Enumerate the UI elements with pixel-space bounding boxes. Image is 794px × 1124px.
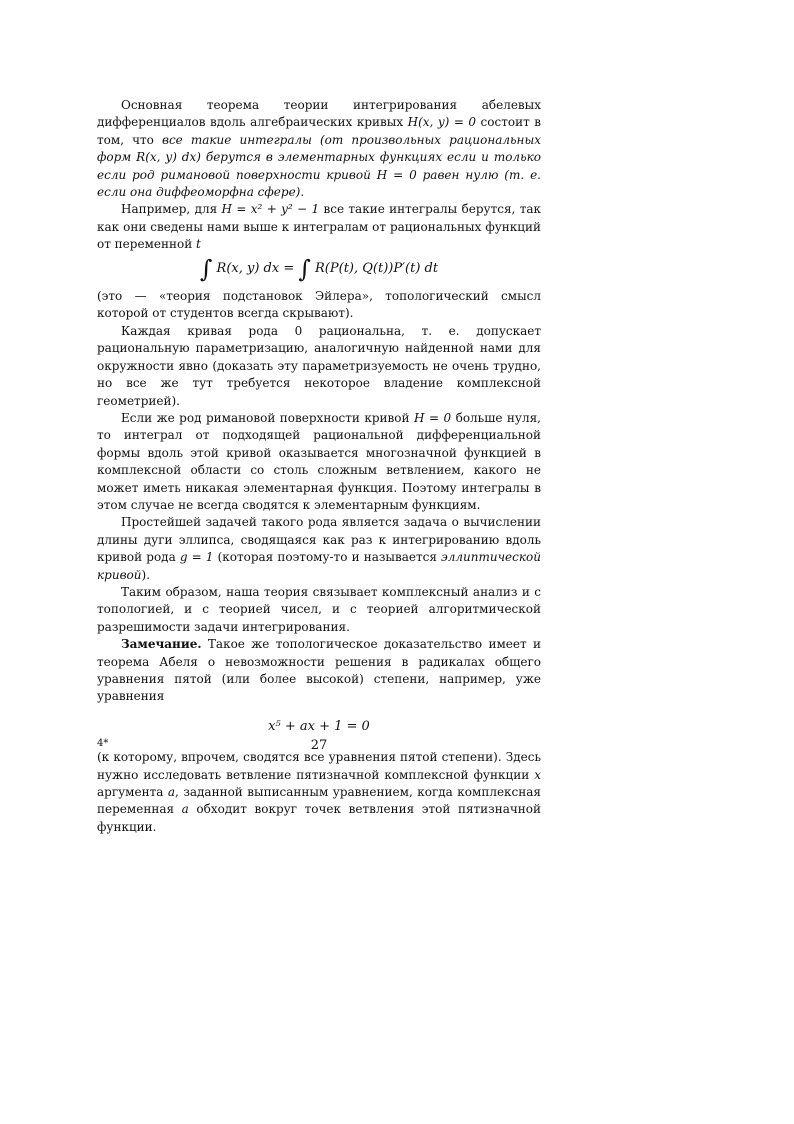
- math-inline: H(x, y) = 0: [407, 115, 477, 130]
- theorem-statement: все такие интегралы (от произвольных рациональных форм R(x, y) dx) берутся в элементарных функциях если и только если род римановой поверхности кривой H = 0 равен нулю (т. е. если она диффеоморфна сфере): [97, 132, 541, 200]
- text: больше нуля, то интеграл от подходящей рациональной дифференциальной формы вдоль этой кривой оказывается многозначной функцией в комплексной области со столь сложным ветвлением, какого не может иметь никакая элементарная функция. Поэтому интегралы в этом случае не всегда сводятся к элементарным функциям.: [97, 410, 541, 512]
- text: , заданной выписанным уравнением, когда комплексная переменная: [97, 785, 541, 817]
- math-inline: x: [534, 767, 541, 782]
- text: обходит вокруг точек ветвления этой пятизначной функции.: [97, 802, 541, 834]
- text: .: [300, 185, 305, 200]
- page-number: 27: [310, 738, 328, 753]
- text: (которая поэтому-то и называется: [213, 550, 442, 565]
- math-inline: H = x² + y² − 1: [221, 202, 320, 217]
- paragraph-example: [97, 201, 541, 253]
- text: Основная теорема теории интегрирования абелевых дифференциалов вдоль алгебраических кривых: [97, 98, 541, 130]
- remark-heading: Замечание.: [121, 637, 202, 652]
- text: все такие интегралы берутся, так как они сведены нами выше к интегралам от рациональных функций от переменной: [97, 202, 541, 252]
- text: (к которому, впрочем, сводятся все уравнения пятой степени). Здесь нужно исследовать ветвление пятизначной комплексной функции: [97, 750, 541, 782]
- math-inline: a: [167, 785, 176, 800]
- text: Если же род римановой поверхности кривой: [121, 410, 415, 425]
- signature-mark: 4*: [97, 738, 109, 749]
- text: Такое же топологическое доказательство имеет и теорема Абеля о невозможности решения в радикалах общего уравнения пятой (или более высокой) степени, например, уже уравнения: [97, 637, 541, 704]
- text: Например, для: [121, 202, 222, 217]
- formula-rhs: R(P(t), Q(t))P′(t) dt: [315, 260, 439, 276]
- paragraph-ellipse: [97, 514, 541, 584]
- paragraph-branching: [97, 749, 541, 836]
- paragraph-connections: Таким образом, наша теория связывает комплексный анализ и с топологией, и с теорией чисел, и с теорией алгоритмической разрешимости задачи интегрирования.: [97, 584, 541, 634]
- paragraph-genus-positive: [97, 410, 541, 514]
- math-inline: H = 0: [414, 410, 452, 425]
- paragraph-remark: [97, 636, 541, 706]
- text: Простейшей задачей такого рода является задача о вычислении длины дуги эллипса, сводящаяся как раз к интегрированию вдоль кривой рода: [97, 515, 541, 565]
- text: состоит в том, что: [97, 115, 541, 147]
- page-body: [97, 97, 541, 836]
- integral-sign-icon: ∫: [298, 254, 311, 283]
- formula-quintic: x⁵ + ax + 1 = 0: [268, 718, 370, 734]
- text: аргумента: [97, 785, 168, 800]
- paragraph-euler: (это — «теория подстановок Эйлера», топологический смысл которой от студентов всегда скрывают).: [97, 289, 541, 321]
- integral-sign-icon: ∫: [199, 254, 213, 283]
- math-inline: g = 1: [179, 550, 214, 565]
- math-inline: a: [181, 802, 189, 817]
- term-elliptic-curve: эллиптической кривой: [97, 550, 541, 582]
- formula-lhs: R(x, y) dx =: [216, 260, 299, 276]
- paragraph-main-theorem: [97, 97, 541, 201]
- paragraph-genus-zero: Каждая кривая рода 0 рациональна, т. е. допускает рациональную параметризацию, аналогичную найденной нами для окружности явно (доказать эту параметризуемость не очень трудно, но все же тут требуется некоторое владение комплексной геометрией).: [97, 323, 541, 408]
- formula-integral: [97, 254, 541, 283]
- math-inline: t: [196, 237, 201, 252]
- text: ).: [141, 567, 151, 582]
